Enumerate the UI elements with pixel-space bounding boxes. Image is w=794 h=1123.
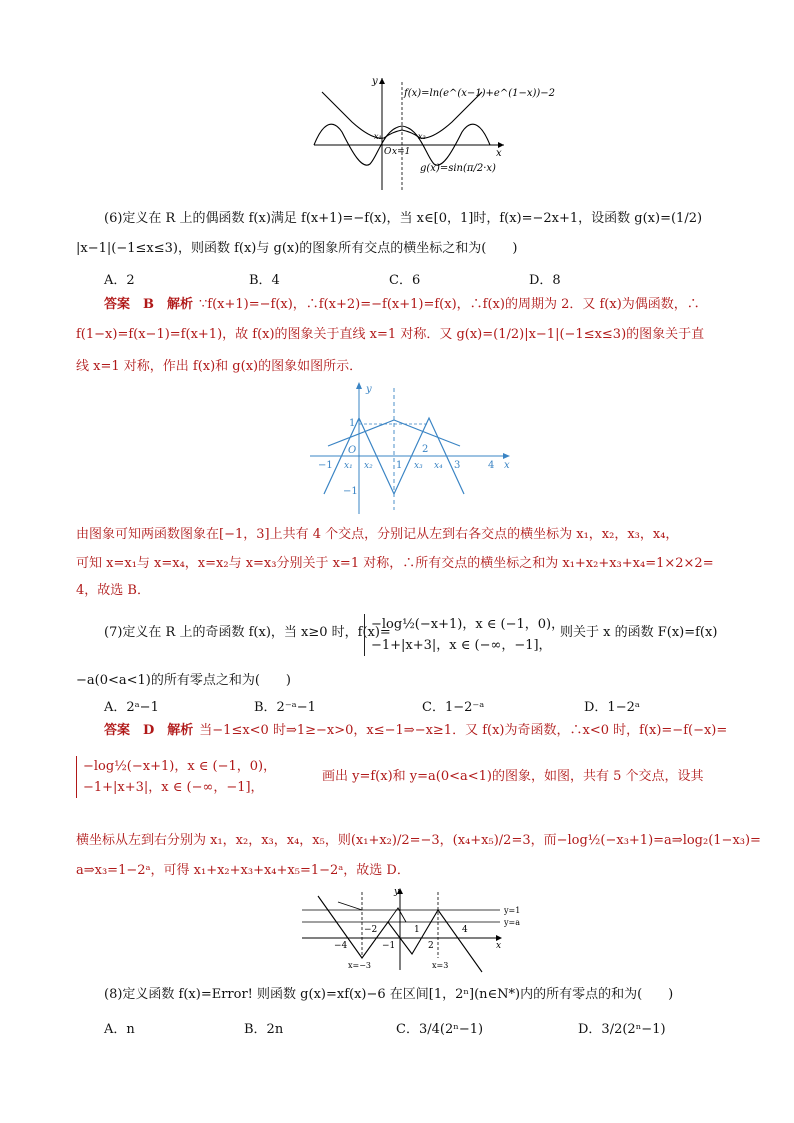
q6-options [104,269,724,287]
tick-neg-4: −4 [334,941,348,951]
q7-option-a[interactable]: A．2ᵃ−1 [104,700,159,715]
q6-option-b[interactable]: B．4 [249,273,280,288]
q6-answer-tag: 答案 B 解析 [104,297,193,312]
two-label: 2 [422,444,429,455]
y-axis-label: y [366,384,372,395]
neg-one-label: −1 [343,486,358,497]
x-axis-label: x [496,941,502,951]
q8-option-a[interactable]: A．n [104,1022,135,1037]
q6-solution-2: f(1−x)=f(x−1)=f(x+1)，故 f(x)的图象关于直线 x=1 对称．又 g(x)=(1/2)|x−1|(−1≤x≤3)的图象关于直 [76,327,705,342]
q7-case-2: −1+|x+3|，x ∈ (−∞，−1]， [371,638,552,653]
f-label: f(x)=ln(e^(x−1)+e^(1−x))−2 [404,88,556,99]
x-axis-label: x [504,460,510,471]
y-eq-1-label: y=1 [504,906,521,915]
q8-line-1: (8)定义函数 f(x)=Error! 则函数 g(x)=xf(x)−6 在区间[1，2ⁿ](n∈N*)内的所有零点的和为( ) [104,987,674,1002]
tick-neg-1: −1 [318,460,333,471]
y-axis-label: y [394,887,400,897]
figure-2-graph [308,380,516,516]
q7-line-2: −a(0<a<1)的所有零点之和为( ) [76,673,292,688]
q6-solution-1: 答案 B 解析 ∵f(x+1)=−f(x)，∴f(x+2)=−f(x+1)=f(x)，∴f(x)的周期为 2．又 f(x)为偶函数，∴ [104,297,700,312]
g-label: g(x)=sin(π/2·x) [420,163,496,174]
q8-options [104,1018,724,1036]
y-eq-a-label: y=a [504,918,520,927]
x-eq-1-label: x=1 [392,147,411,157]
q8-option-c[interactable]: C．3/4(2ⁿ−1) [396,1022,484,1037]
tick-1: 1 [396,460,403,471]
figure-1-graph [312,72,556,192]
q7-solution-2: 画出 y=f(x)和 y=a(0<a<1)的图象，如图，共有 5 个交点，设其 [322,769,704,784]
x1-label: x₁ [374,132,382,141]
x2-label: x₂ [364,461,373,471]
q7-piecewise-definition [364,614,564,656]
q6-solution-5: 可知 x=x₁与 x=x₄，x=x₂与 x=x₃分别关于 x=1 对称，∴所有交点的横坐标之和为 x₁+x₂+x₃+x₄=1×2×2= [76,556,714,571]
q7-options [104,696,724,714]
q6-line-1: (6)定义在 R 上的偶函数 f(x)满足 f(x+1)=−f(x)，当 x∈[0，1]时，f(x)=−2x+1，设函数 g(x)=(1/2) [104,211,703,226]
figure-3-graph [298,886,528,972]
q7-answer-tag: 答案 D 解析 [104,723,194,738]
q6-option-d[interactable]: D．8 [529,273,561,288]
tick-1: 1 [414,925,420,935]
q7-solution-4: a⇒x₃=1−2ᵃ，可得 x₁+x₂+x₃+x₄+x₅=1−2ᵃ，故选 D． [76,863,410,878]
q7-lead-tail: 则关于 x 的函数 F(x)=f(x) [560,625,718,640]
q6-line-2: |x−1|(−1≤x≤3)，则函数 f(x)与 g(x)的图象所有交点的横坐标之和为( ) [76,241,518,256]
tick-2: 2 [428,941,434,951]
x-eq-neg-3-label: x=−3 [348,961,372,970]
q6-solution-3: 线 x=1 对称，作出 f(x)和 g(x)的图象如图所示． [76,359,363,374]
tick-3: 3 [454,460,461,471]
one-label: 1 [349,418,356,429]
y-axis-label: y [372,76,378,87]
q6-option-a[interactable]: A．2 [104,273,135,288]
origin-label: O [384,147,392,157]
tick-neg-1: −1 [382,941,396,951]
q8-option-b[interactable]: B．2n [244,1022,284,1037]
x1-label: x₁ [344,461,353,471]
q7-lead: (7)定义在 R 上的奇函数 f(x)，当 x≥0 时，f(x)= [104,625,391,640]
origin-label: O [348,445,357,456]
x-eq-3-label: x=3 [432,961,449,970]
q7-solution-1: 答案 D 解析 当−1≤x<0 时⇒1≥−x>0，x≤−1⇒−x≥1．又 f(x)为奇函数，∴x<0 时，f(x)=−f(−x)= [104,723,728,738]
q8-option-d[interactable]: D．3/2(2ⁿ−1) [578,1022,666,1037]
q7-ext-case-1: −log½(−x+1)，x ∈ (−1，0)， [83,759,277,774]
q7-odd-extension [76,756,276,798]
q6-option-c[interactable]: C．6 [389,273,421,288]
q7-case-1: −log½(−x+1)，x ∈ (−1，0)， [371,617,565,632]
q7-ext-case-2: −1+|x+3|，x ∈ (−∞，−1]， [83,780,264,795]
tick-4: 4 [488,460,495,471]
q7-option-d[interactable]: D．1−2ᵃ [584,700,640,715]
q7-option-c[interactable]: C．1−2⁻ᵃ [422,700,485,715]
tick-4: 4 [462,925,468,935]
q6-solution-4: 由图象可知两函数图象在[−1，3]上共有 4 个交点，分别记从左到右各交点的横坐标为 x₁，x₂，x₃，x₄， [76,527,679,542]
x2-label: x₂ [418,132,426,141]
x-axis-label: x [496,148,502,159]
q7-solution-3: 横坐标从左到右分别为 x₁，x₂，x₃，x₄，x₅，则(x₁+x₂)/2=−3，(x₄+x₅)/2=3，而−log½(−x₃+1)=a⇒log₂(1−x₃)= [76,833,761,848]
x4-label: x₄ [434,461,443,471]
q7-option-b[interactable]: B．2⁻ᵃ−1 [254,700,316,715]
q6-solution-6: 4，故选 B． [76,583,150,598]
x3-label: x₃ [414,461,423,471]
tick-neg-2: −2 [364,925,378,935]
